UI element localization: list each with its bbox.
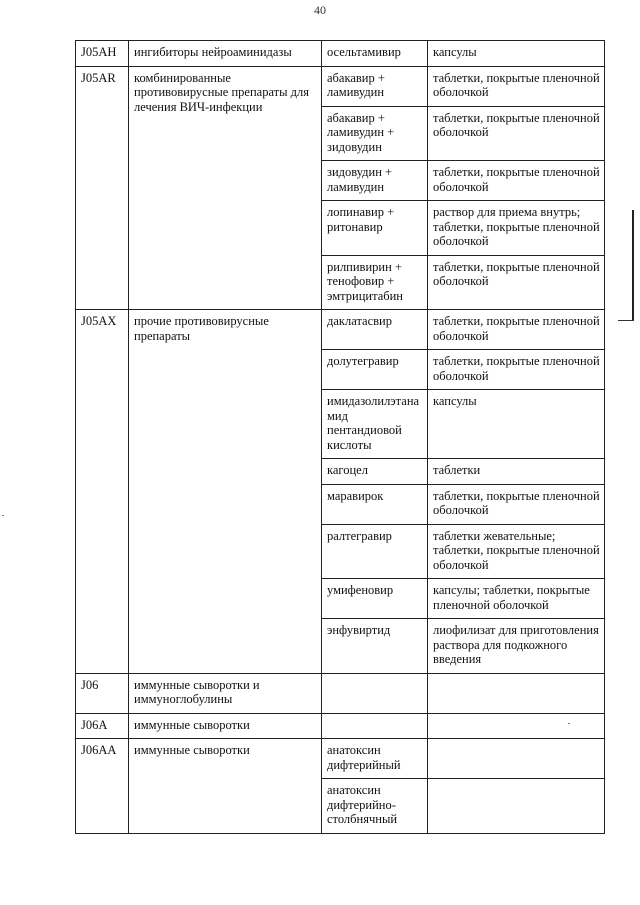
dosage-form-cell: лиофилизат для приготовления раствора для подкожного введения: [428, 619, 605, 674]
table-row: [76, 41, 605, 67]
anatomical-therapeutic-group-cell: иммунные сыворотки: [129, 713, 322, 739]
drug-name-cell: лопинавир + ритонавир: [322, 201, 428, 256]
table-body: [76, 41, 605, 834]
dosage-form-cell: [428, 673, 605, 713]
dosage-form-cell: таблетки, покрытые пленочной оболочкой: [428, 255, 605, 310]
drug-name-cell: энфувиртид: [322, 619, 428, 674]
dosage-form-cell: таблетки, покрытые пленочной оболочкой: [428, 350, 605, 390]
dosage-form-cell: таблетки, покрытые пленочной оболочкой: [428, 66, 605, 106]
atc-code-cell: J05AX: [76, 310, 129, 674]
drug-name-cell: ралтегравир: [322, 524, 428, 579]
dosage-form-cell: таблетки: [428, 459, 605, 485]
dosage-form-cell: таблетки, покрытые пленочной оболочкой: [428, 310, 605, 350]
anatomical-therapeutic-group-cell: иммунные сыворотки: [129, 739, 322, 834]
dosage-form-cell: [428, 713, 605, 739]
dosage-form-cell: таблетки, покрытые пленочной оболочкой: [428, 106, 605, 161]
scan-speck: [568, 723, 570, 724]
dosage-form-cell: таблетки, покрытые пленочной оболочкой: [428, 484, 605, 524]
dosage-form-cell: капсулы: [428, 41, 605, 67]
anatomical-therapeutic-group-cell: иммунные сыворотки и иммуноглобулины: [129, 673, 322, 713]
table-row: [76, 310, 605, 350]
atc-code-cell: J05AR: [76, 66, 129, 310]
margin-tick: [618, 320, 634, 321]
drug-name-cell: [322, 713, 428, 739]
anatomical-therapeutic-group-cell: ингибиторы нейроаминидазы: [129, 41, 322, 67]
dosage-form-cell: таблетки жевательные; таблетки, покрытые пленочной оболочкой: [428, 524, 605, 579]
drug-name-cell: даклатасвир: [322, 310, 428, 350]
drug-name-cell: осельтамивир: [322, 41, 428, 67]
atc-code-cell: J06A: [76, 713, 129, 739]
table-row: [76, 739, 605, 779]
drug-name-cell: долутегравир: [322, 350, 428, 390]
atc-code-cell: J06: [76, 673, 129, 713]
drug-name-cell: имидазолилэтанамид пентандиовой кислоты: [322, 390, 428, 459]
drug-name-cell: анатоксин дифтерийно-столбнячный: [322, 779, 428, 834]
margin-bar: [632, 210, 634, 320]
drug-name-cell: [322, 673, 428, 713]
drug-name-cell: анатоксин дифтерийный: [322, 739, 428, 779]
atc-code-cell: J06AA: [76, 739, 129, 834]
drug-name-cell: зидовудин + ламивудин: [322, 161, 428, 201]
anatomical-therapeutic-group-cell: комбинированные противовирусные препараты для лечения ВИЧ-инфекции: [129, 66, 322, 310]
drug-name-cell: кагоцел: [322, 459, 428, 485]
drug-classification-table: [75, 40, 605, 834]
dosage-form-cell: капсулы: [428, 390, 605, 459]
dosage-form-cell: [428, 779, 605, 834]
dosage-form-cell: таблетки, покрытые пленочной оболочкой: [428, 161, 605, 201]
table-row: [76, 713, 605, 739]
table-row: [76, 673, 605, 713]
anatomical-therapeutic-group-cell: прочие противовирусные препараты: [129, 310, 322, 674]
dosage-form-cell: раствор для приема внутрь; таблетки, покрытые пленочной оболочкой: [428, 201, 605, 256]
table-row: [76, 66, 605, 106]
drug-name-cell: рилпивирин + тенофовир + эмтрицитабин: [322, 255, 428, 310]
drug-name-cell: абакавир + ламивудин + зидовудин: [322, 106, 428, 161]
drug-name-cell: маравирок: [322, 484, 428, 524]
drug-name-cell: умифеновир: [322, 579, 428, 619]
dosage-form-cell: капсулы; таблетки, покрытые пленочной оболочкой: [428, 579, 605, 619]
page-number: 40: [314, 3, 326, 17]
atc-code-cell: J05AH: [76, 41, 129, 67]
scan-speck: [2, 515, 4, 516]
dosage-form-cell: [428, 739, 605, 779]
drug-name-cell: абакавир + ламивудин: [322, 66, 428, 106]
